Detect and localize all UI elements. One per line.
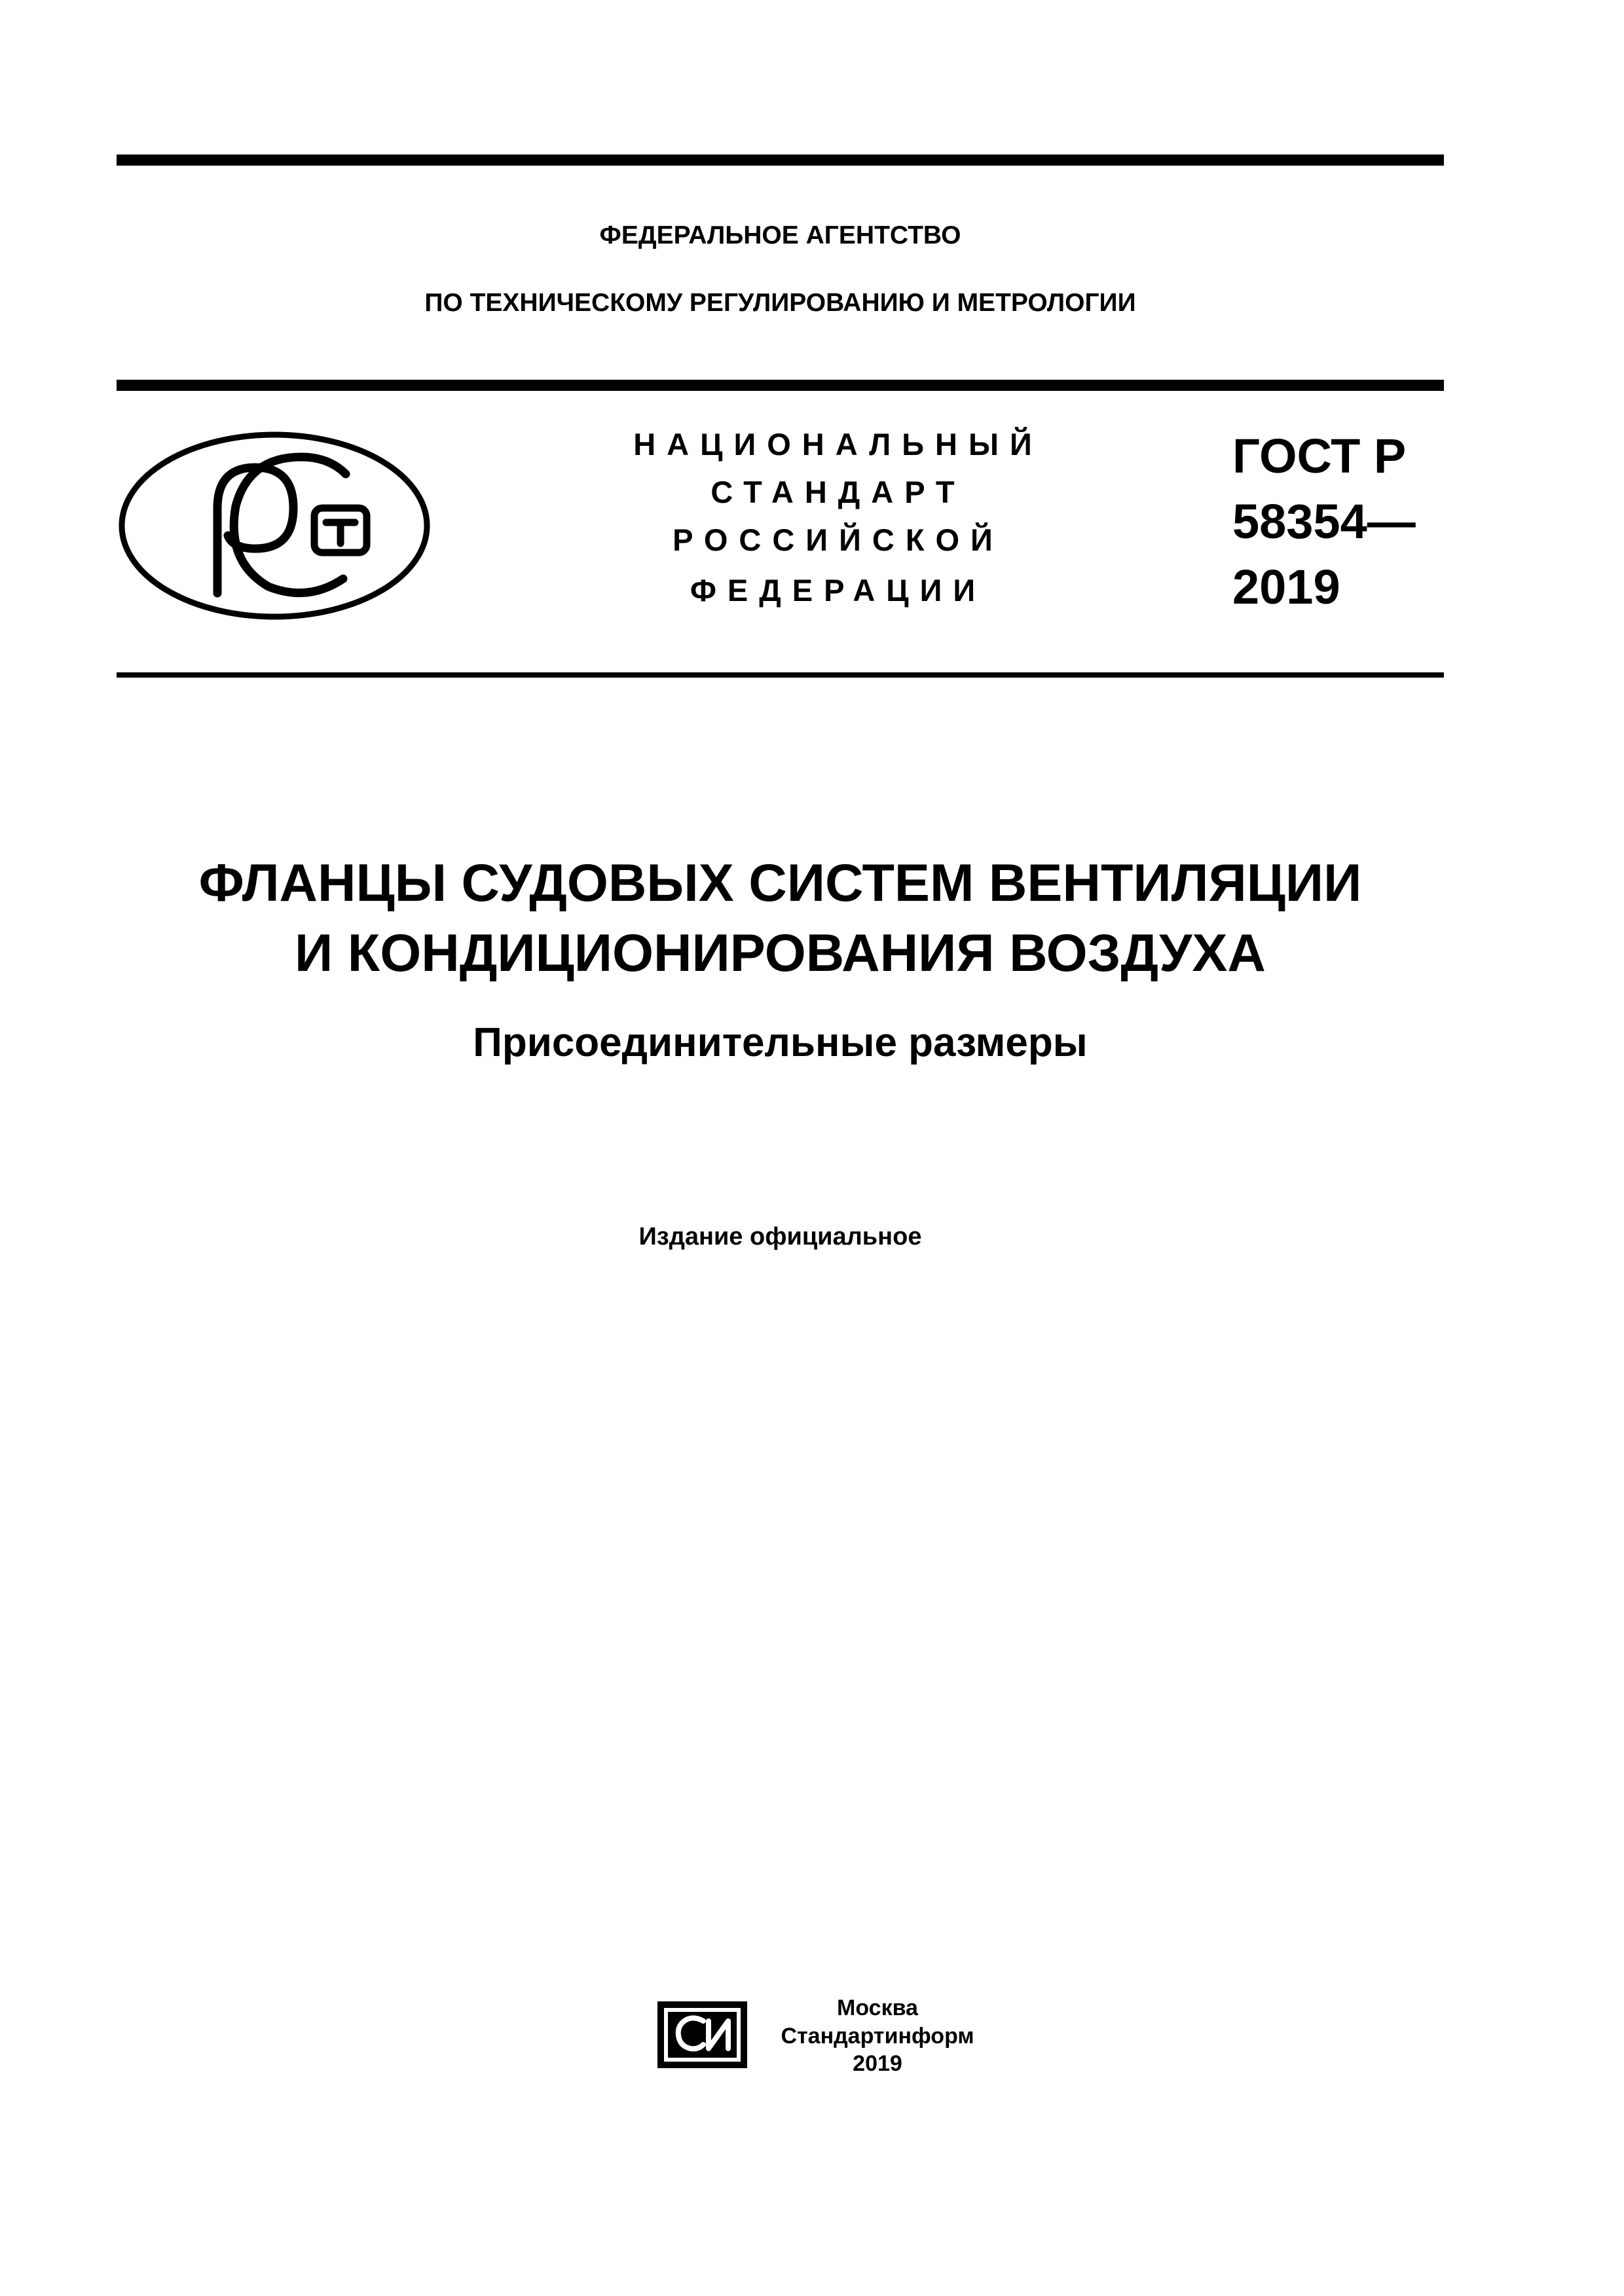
standard-type-line-4: ФЕДЕРАЦИИ [690,573,987,608]
edition-label: Издание официальное [638,1223,922,1250]
document-title-line-1: ФЛАНЦЫ СУДОВЫХ СИСТЕМ ВЕНТИЛЯЦИИ [198,854,1362,913]
standard-type-line-1: НАЦИОНАЛЬНЫЙ [633,427,1043,462]
designation-line-1: ГОСТ Р [1232,429,1407,483]
middle-rule [117,380,1444,391]
standartinform-logo-icon [655,1999,750,2071]
publisher-year: 2019 [853,2051,902,2076]
document-subtitle: Присоединительные размеры [473,1020,1088,1065]
bottom-rule [117,672,1444,678]
standard-type-line-3: РОССИЙСКОЙ [673,522,1004,557]
top-rule [117,155,1444,166]
publisher-city: Москва [837,1995,918,2020]
standard-type-line-2: СТАНДАРТ [710,475,966,509]
agency-line-1: ФЕДЕРАЛЬНОЕ АГЕНТСТВО [599,221,961,249]
publisher-name: Стандартинформ [781,2024,974,2049]
designation-line-3: 2019 [1232,560,1340,614]
designation-line-2: 58354— [1232,494,1416,549]
document-title-line-2: И КОНДИЦИОНИРОВАНИЯ ВОЗДУХА [295,924,1266,983]
agency-line-2: ПО ТЕХНИЧЕСКОМУ РЕГУЛИРОВАНИЮ И МЕТРОЛОГИИ [424,289,1136,317]
rst-certification-mark-icon [118,431,431,621]
